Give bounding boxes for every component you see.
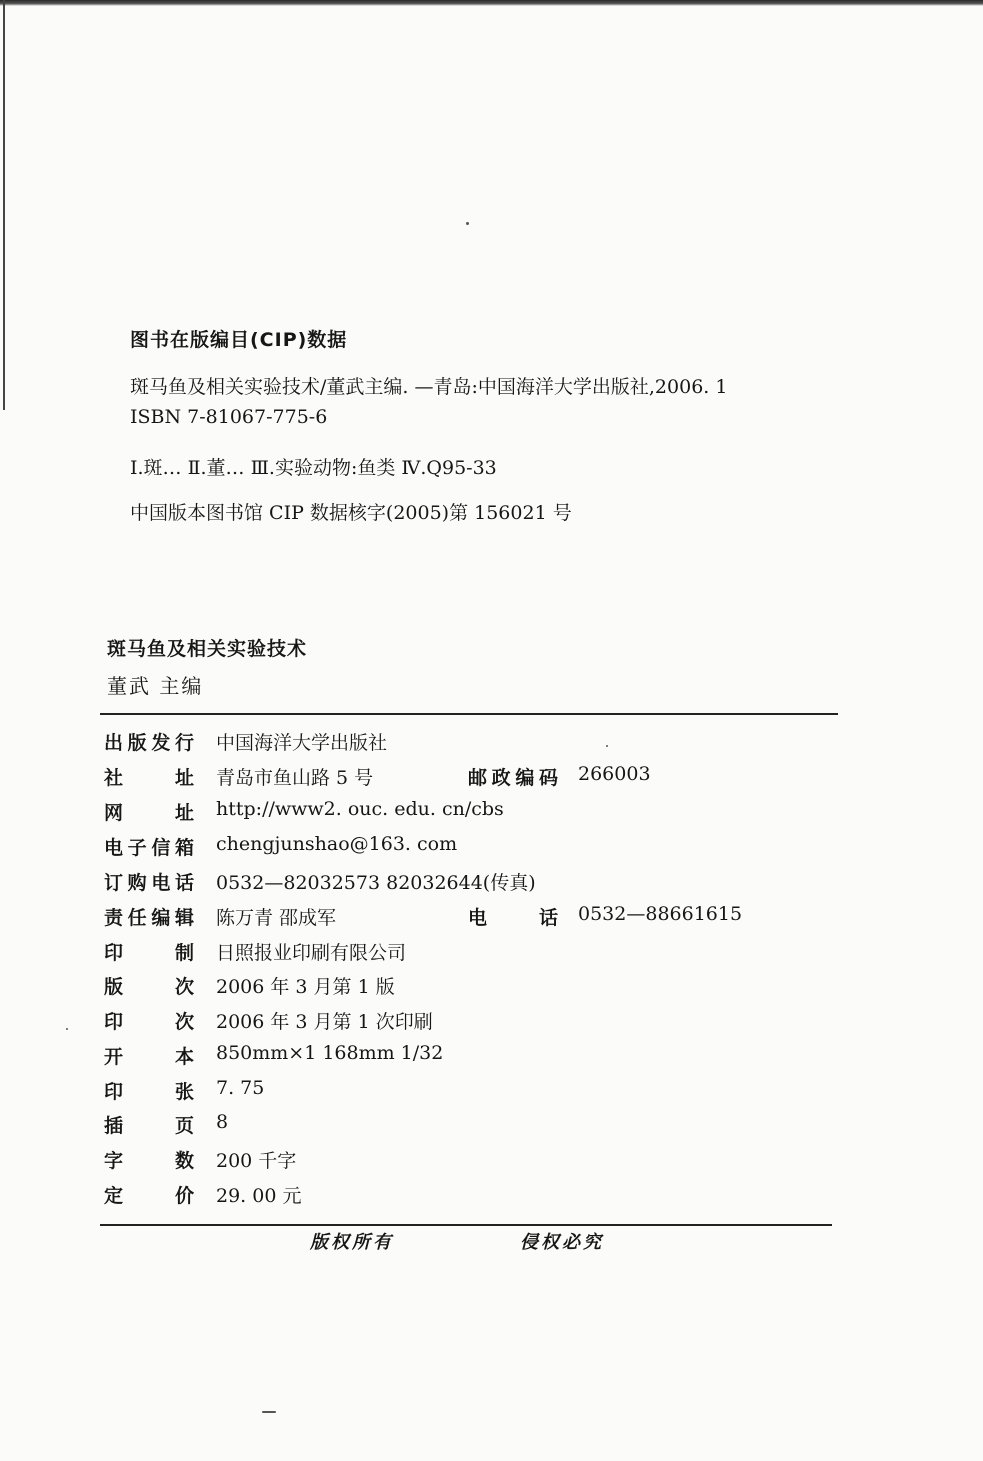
info-label: 出 版 发 行 [104,732,194,754]
info-value: 7. 75 [216,1077,265,1099]
info-label: 电 子 信 箱 [104,837,194,859]
scan-speck [262,1411,276,1413]
info-value: 850mm×1 168mm 1/32 [216,1042,444,1064]
info-label: 字 数 [104,1150,194,1172]
cip-line-classification: Ⅰ.斑… Ⅱ.董… Ⅲ.实验动物:鱼类 Ⅳ.Q95-33 [130,457,497,479]
info-label-phone: 电 话 [468,907,558,929]
info-value: 8 [216,1111,229,1133]
copyright-notice: 版权所有 [310,1232,394,1253]
info-value: 200 千字 [216,1150,297,1172]
info-label-postcode: 邮 政 编 码 [468,767,558,789]
info-value: 中国海洋大学出版社 [216,732,388,754]
book-editor: 董武 主编 [107,674,204,698]
info-value: 陈万青 邵成军 [216,907,337,929]
info-label: 印 制 [104,942,194,964]
info-value: 2006 年 3 月第 1 次印刷 [216,1011,433,1033]
info-label: 开 本 [104,1046,194,1068]
cip-line-isbn: ISBN 7-81067-775-6 [130,406,328,428]
info-label: 印 次 [104,1011,194,1033]
info-label: 订 购 电 话 [104,872,194,894]
info-value: chengjunshao@163. com [216,833,458,855]
info-value-phone: 0532—88661615 [578,903,743,925]
cip-heading: 图书在版编目(CIP)数据 [130,329,348,351]
info-label: 印 张 [104,1081,194,1103]
scan-edge-left [3,0,5,410]
info-label: 版 次 [104,976,194,998]
piracy-notice: 侵权必究 [520,1232,604,1253]
info-value: 2006 年 3 月第 1 版 [216,976,395,998]
scan-speck [466,222,469,225]
divider-bottom [100,1224,832,1226]
info-label: 社 址 [104,767,194,789]
info-value: 青岛市鱼山路 5 号 [216,767,374,789]
info-value: 日照报业印刷有限公司 [216,942,407,964]
scan-edge-top [0,0,983,6]
book-title: 斑马鱼及相关实验技术 [107,638,308,660]
info-label: 插 页 [104,1115,194,1137]
info-label: 责 任 编 辑 [104,907,194,929]
cip-line-record-number: 中国版本图书馆 CIP 数据核字(2005)第 156021 号 [130,502,572,524]
scan-speck [66,1028,68,1030]
info-value: 0532—82032573 82032644(传真) [216,872,536,894]
info-label: 网 址 [104,802,194,824]
scan-speck [606,745,608,747]
divider-top [100,713,838,715]
info-value: http://www2. ouc. edu. cn/cbs [216,798,504,820]
cip-line-title: 斑马鱼及相关实验技术/董武主编. —青岛:中国海洋大学出版社,2006. 1 [130,376,728,398]
info-value-postcode: 266003 [578,763,651,785]
info-label: 定 价 [104,1185,194,1207]
info-value: 29. 00 元 [216,1185,302,1207]
